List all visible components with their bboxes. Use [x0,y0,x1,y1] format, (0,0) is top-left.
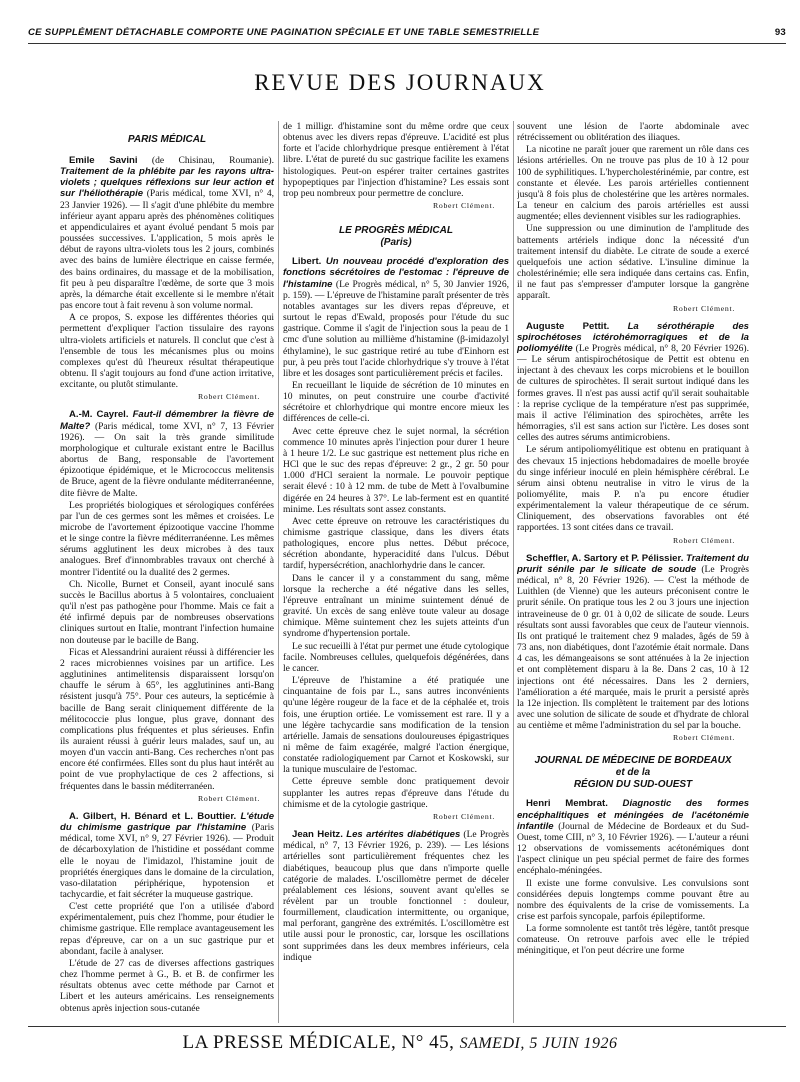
column-1 [60,121,274,1023]
article-text: (Paris médical, tome XVI, n° 4, 23 Janvier 1926). — Il s'agit d'une phlébite du membre inférieur ayant apparu après des phénomènes colitiques et appendiculaires et ayant évolué pendant 5 mois par poussées successives. L'application, 5 mois après le début de rayons ultra-violets tous les 2 jours, combinés avec des bains de lumière électrique en caisse fermée, des bains ordinaires, du massage et de la mobilisation, fit peu à peu disparaître l'œdème, de sorte que 3 mois après, la démarche était excellente si le membre n'était pas encore tout à fait revenu à son volume normal. [60,188,274,312]
article-author: Jean Heitz. [292,829,343,841]
article-paragraph: C'est cette propriété que l'on a utilisée d'abord expérimentalement, puis chez l'homme, pour étudier le chimisme gastrique. Elle remplace avantageusement les repas d'épreuve, car on a un suc gastrique pur et abondant, facile à analyser. [60,901,274,957]
article-affiliation: (de Chisinau, Roumanie). [137,155,274,166]
article-author: Libert. [292,256,322,268]
article-savini [60,155,274,311]
article-text: (Paris médical, tome XVI, n° 9, 27 Février 1926). — Produit de décarboxylation de l'histidine et possédant comme elle le noyau de l'imidazol, l'histamine jouit de propriétés énergiques dans le domaine de la circulation, vaso-dilatation périphérique, hypotension et tachycardie, et fait sécréter la muqueuse gastrique. [60,822,274,900]
article-signature: Robert Clément. [672,733,735,743]
article-title: Diagnostic des formes encéphalitiques et méningées de l'acétonémie infantile [517,798,749,832]
article-title: Traitement de la phlébite par les rayons ultra-violets ; quelques réflexions sur leur action et sur l'héliothérapie [60,166,274,200]
article-gilbert [60,811,274,900]
article-paragraph: L'étude de 27 cas de diverses affections gastriques chez l'homme permet à G., B. et B. de confirmer les résultats obtenus avec cette méthode par Carnot et Libert et les auteurs américains. Les renseignements obtenus après injection sous-cutanée [60,957,274,1014]
header-rule [28,43,786,44]
section-subheading: (Paris) [380,237,412,249]
article-title: L'étude du chimisme gastrique par l'histamine [60,810,274,834]
article-paragraph: A ce propos, S. expose les différentes théories qui permettent d'expliquer l'action tissulaire des rayons ultra-violets artificiels et naturels. Il conclut que c'est à l'ensemble de tous les mécanismes plus ou moins complexes qu'est dû l'heureux résultat thérapeutique obtenu. Il s'agit toujours au fond d'une action irritative, excitante, ou plutôt stimulante. [60,312,274,391]
article-paragraph: Cette épreuve semble donc pratiquement devoir supplanter les autres repas d'épreuve dans l'étude du chimisme et de la cytologie gastrique. [283,776,509,810]
article-signature: Robert Clément. [432,811,495,821]
article-heitz [283,829,509,963]
article-author: Henri Membrat. [526,798,608,810]
article-signature: Robert Clément. [197,392,260,402]
article-paragraph: En recueillant le liquide de sécrétion de 10 minutes en 10 minutes, on peut construire une courbe d'activité sécrétoire et chlorhydrique qui montre encore mieux les différences de celle-ci. [283,379,509,425]
article-author: A. Gilbert, H. Bénard et L. Bouttier. [69,810,237,822]
article-text: (Le Progrès médical, n° 7, 13 Février 1926, p. 239). — Les lésions artérielles sont particulièrement fréquentes chez les diabétiques, beaucoup plus que dans n'importe quelle catégorie de malades. L'oscillomètre permet de déceler préalablement ces lésions, souvent avant qu'elles se révèlent par un trouble fonctionnel : douleur, fourmillement, claudication intermittente, ou organique, mal perforant, gangrène des extrémités. L'oscillomètre est utile aussi pour le pronostic, car, lorsque les oscillations sont supprimées dans les deux membres inférieurs, cela indique [283,829,509,963]
article-continuation: de 1 milligr. d'histamine sont du même ordre que ceux obtenus avec les divers repas d'épreuve. L'acidité est plus forte et l'acide chlorhydrique presque entièrement à l'état libre. L'état de pureté du suc gastrique facilite les examens histologiques. Peut-on espérer traiter certaines gastrites hypopeptiques par l'injection d'histamine? Les essais sont trop peu nombreux pour permettre de conclure. [283,121,509,199]
article-paragraph: La forme somnolente est tantôt très légère, tantôt presque comateuse. On retrouve parfois avec elle le trépied méningitique, et l'on peut décrire une forme [517,923,749,957]
article-text: (Journal de Médecine de Bordeaux et du Sud-Ouest, tome CIII, n° 3, 10 Février 1926). — L'auteur a réuni 12 observations de vomissements acétonémiques dont l'aspect clinique un peu spécial permet de faire des formes encéphalo-méningées. [517,820,749,877]
article-pettit [517,321,749,444]
article-paragraph: L'épreuve de l'histamine a été pratiquée une cinquantaine de fois par L., sans autres inconvénients qu'une légère rougeur de la face et de la céphalée et, trois fois, une éruption ortiée. Le vomissement est rare. Il y a une légère tachycardie sans modification de la tension artérielle. Jamais de sensations douloureuses épigastriques ni même de faim exagérée, malgré l'action énergique, constatée radiologiquement par Carnot et Koskowski, sur la tunique musculaire de l'estomac. [283,675,509,776]
article-continuation: souvent une lésion de l'aorte abdominale avec rétrécissement ou oblitération des iliaques. [517,121,749,144]
article-title: Un nouveau procédé d'exploration des fonctions sécrétoires de l'estomac : l'épreuve de l'histamine [283,256,509,290]
article-paragraph: Avec cette épreuve on retrouve les caractéristiques du chimisme gastrique classique, dans les divers états pathologiques, encore plus nettes. Début précoce, sécrétion abondante, hyperacidité dans l'ulcus. Début tardif, hypersécrétion, anachlorhydrie dans le cancer. [283,515,509,572]
article-title: La sérothérapie des spirochétoses ictérohémorragiques et de la poliomyélite [517,320,749,354]
article-title: Faut-il démembrer la fièvre de Malte? [60,409,274,432]
footer-date: SAMEDI, 5 JUIN 1926 [459,1035,618,1052]
article-title: Traitement du prurit sénile par le silicate de soude [517,552,749,575]
page-footer [0,1032,800,1054]
article-paragraph: Ch. Nicolle, Burnet et Conseil, ayant inoculé sans succès le Bacillus abortus à 5 volontaires, concluaient qu'il n'est pas pathogène pour l'homme. Mais ce fait a été infirmé depuis par de nombreuses observations cliniques surtout en Italie, montrant l'infection humaine non douteuse par le bacille de Bang. [60,578,274,646]
section-heading-paris-medical: PARIS MÉDICAL [127,134,207,145]
article-scheffler [517,553,749,732]
article-paragraph: Une suppression ou une diminution de l'amplitude des battements artériels indique donc la nécessité d'un traitement intensif du diabète. Le citrate de soude a exercé quelquefois une action sédative. L'insuline diminue la cholestérinémie; elle sera indiquée dans certains cas. Enfin, il ne faut pas s'empresser d'amputer lorsque la gangrène apparaît. [517,223,749,302]
article-signature: Robert Clément. [432,201,495,211]
article-author: Emile Savini [69,155,138,166]
article-paragraph: Il existe une forme convulsive. Les convulsions sont considérées depuis longtemps comme pouvant être au nombre des équivalents de la crise de vomissements. La crise est parfois syncopale, parfois épileptiforme. [517,877,749,922]
article-author: A.-M. Cayrel. [69,409,129,421]
column-2 [283,121,509,1023]
article-author: Scheffler, A. Sartory et P. Pélissier. [526,552,684,564]
article-cayrel [60,409,274,498]
article-paragraph: Les propriétés biologiques et sérologiques conférées par l'un de ces germes sont les mêmes et croisées. Le microbe de l'avortement épizootique vaccine l'homme et le singe contre la fièvre méditerranéenne. Les mêmes sérums agglutinent les deux microbes à des taux analogues. Bref d'innombrables travaux ont cherché à montrer l'identité ou la dualité des 2 germes. [60,499,274,578]
section-heading-journal-bordeaux: JOURNAL DE MÉDECINE DE BORDEAUX [534,755,732,767]
running-header [28,27,786,41]
article-text: (Paris médical, tome XVI, n° 7, 13 Février 1926). — On sait la très grande similitude morphologique et culturale existant entre le Bacillus abortus de Bang, responsable de l'avortement épizootique épidémique, et le Micrococcus melitensis de Bruce, agent de la fièvre ondulante méditerranéenne, dite fièvre de Malte. [60,420,274,499]
article-author: Auguste Pettit. [526,320,610,332]
article-signature: Robert Clément. [197,793,260,803]
article-text: (Le Progrès médical, n° 8, 20 Février 1926). — Le sérum antispirochétosique de Pettit est obtenu en injectant à des chevaux les corps microbiens et le bouillon de cultures de spirochètes. Il serait surtout indiqué dans les formes graves. Il n'est pas aussi actif qu'il serait souhaitable : la reprise cyclique de la température n'est pas supprimée, mais il active l'élimination des spirochètes, arrête les hémorragies, s'il est sans action sur l'ictère. Les doses sont celles des autres sérums antimicrobiens. [517,342,749,444]
footer-journal: LA PRESSE MÉDICALE, N° 45, [182,1032,455,1053]
column-3 [517,121,749,1023]
section-heading-line-3: RÉGION DU SUD-OUEST [573,779,693,791]
article-paragraph: Le suc recueilli à l'état pur permet une étude cytologique facile. Nombreuses cellules, quelquefois dégénérées, dans le cancer. [283,640,509,674]
article-libert [283,256,509,379]
section-heading-line-2: et de la [615,767,651,779]
article-signature: Robert Clément. [672,303,735,313]
article-paragraph: Ficas et Alessandrini auraient réussi à différencier les 2 races microbiennes voisines par un artifice. Les agglutinines antimelitensis disparaissent lorsqu'on chauffe le sérum à 65°, les agglutinines anti-Bang résistent jusqu'à 75°. Pour ces auteurs, la septicémie à bacille de Bang serait cliniquement différente de la mélitococcie plus longue, plus grave, donnant des complications plus fréquentes et plus sérieuses. Enfin ils auraient réussi à guérir leurs malades, sauf un, au moyen d'un vaccin anti-Bang. Ces recherches n'ont pas encore été confirmées. Elles sont du plus haut intérêt au point de vue prophylactique de ces 2 affections, si fréquentes dans le bassin méditerranéen. [60,646,274,792]
article-signature: Robert Clément. [672,535,735,545]
section-heading-progres-medical: LE PROGRÈS MÉDICAL [339,225,453,237]
article-paragraph: Avec cette épreuve chez le sujet normal, la sécrétion commence 10 minutes après l'injection pour durer 1 heure à 1 heure 1/2. Le suc gastrique est nettement plus riche en HCl que le suc des repas d'épreuve: 2 gr., 2 gr. 50 pour 1.000 d'HCl seraient la normale. Le pouvoir peptique serait élevé : 10 à 12 mm. de tube de Mett à l'ovalbumine digérée en 24 heures à 37°. Le lab-ferment est en quantité minime. Les résultats sont assez constants. [283,425,509,515]
article-text: (Le Progrès médical, n° 8, 20 Février 1926). — C'est la méthode de Luithlen (de Vienne) que les auteurs préconisent contre le prurit sénile. On pratique tous les 2 ou 3 jours une injection intraveineuse de 0 gr. 01 à 0,02 de silicate de soude. Leurs résultats sont aussi favorables que ceux de l'auteur viennois. Ils ont pratiqué le traitement chez 9 malades, âgés de 59 à 73 ans, non diabétiques, dont l'azotémie était normale. Dans 4 cas, les démangeaisons se sont atténuées à la 2e injection et ont complètement disparu à la 8e. Dans 2 cas, 10 à 12 injections ont été nécessaires. Dans les 2 derniers, l'amélioration a été marquée, mais le prurit a persisté après la 12e injection. Ils complètent le traitement par des lotions avec une solution de silicate de soude et d'hydrate de chloral au centième et même l'administration du sel par la bouche. [517,563,749,732]
article-title: Les artérites diabétiques [342,829,461,841]
page-number: 93 [774,27,786,38]
article-paragraph: Le sérum antipoliomyélitique est obtenu en pratiquant à des chevaux 15 injections hebdomadaires de moelle broyée du singe inférieur inoculé en plein hémisphère cérébral. Le sérum ainsi obtenu neutralise in vitro le virus de la poliomyélite, mais P. n'a pu encore étudier expérimentalement la valeur thérapeutique de ce sérum. Cliniquement, des observations favorables ont été rapportées. 13 sont citées dans ce travail. [517,444,749,534]
article-paragraph: Dans le cancer il y a constamment du sang, même lorsque la recherche a été négative dans les selles, l'épreuve entraînant un minime suintement dénué de gravité. Un excès de sang enlève toute valeur au dosage chimique. Même suintement chez les sujets atteints d'un syndrome d'hypertension portale. [283,572,509,640]
page-title: REVUE DES JOURNAUX [254,70,546,95]
article-membrat [517,798,749,876]
column-divider-2 [513,121,514,1023]
article-paragraph: La nicotine ne paraît jouer que rarement un rôle dans ces lésions artérielles. On ne trouve pas plus de 10 à 12 pour 100 de syphilitiques. L'hypercholestérinémie, par contre, est constante et élevée. Les parois artérielles contiennent jusqu'à 8 fois plus de cholestérine que les artères normales. La teneur en calcium des parois artérielles est aussi augmentée; elles deviennent visibles sur les radiographies. [517,144,749,223]
footer-rule [28,1026,786,1027]
article-text: (Le Progrès médical, n° 5, 30 Janvier 1926, p. 159). — L'épreuve de l'histamine paraît présenter de très notables avantages sur les divers repas d'épreuve, et surtout le repas d'Ewald, proposés pour l'étude du suc gastrique. Comme il s'agit de l'injection sous la peau de 1 cmc d'une solution au millième d'histamine (β-imidazolyl éthylamine), le suc gastrique retiré au tube d'Einhorn est pur, à peu près tout l'acide chlorhydrique s'y trouve à l'état libre et les dosages sont particulièrement précis et faciles. [283,278,509,379]
column-divider-1 [278,121,279,1023]
running-header-text: CE SUPPLÉMENT DÉTACHABLE COMPORTE UNE PAGINATION SPÉCIALE ET UNE TABLE SEMESTRIELLE [28,27,540,38]
